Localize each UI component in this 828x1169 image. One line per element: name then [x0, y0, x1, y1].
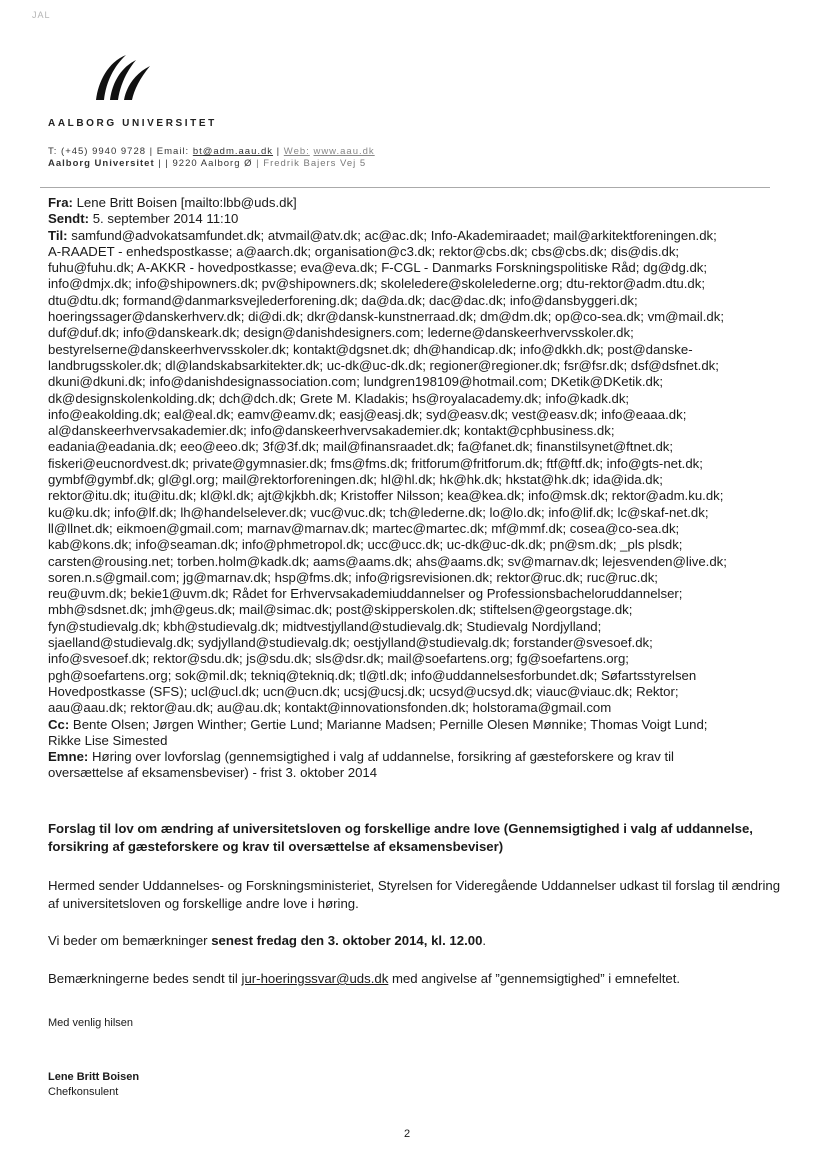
recipients-line: info@dmjx.dk; info@shipowners.dk; pv@shipowners.dk; skoleledere@skolelederne.org; dtu-rektor@adm.dtu.dk;	[48, 276, 706, 292]
recipients-line: fyn@studievalg.dk; kbh@studievalg.dk; midtvestjylland@studievalg.dk; Studievalg Nordjylland;	[48, 618, 602, 634]
university-name: AALBORG UNIVERSITET	[48, 118, 217, 129]
from-line	[48, 195, 778, 211]
postal: 9220 Aalborg Ø	[172, 158, 253, 169]
sent-label: Sendt:	[48, 211, 90, 227]
recipients-line: dk@designskolenkolding.dk; dch@dch.dk; Grete M. Kladakis; hs@royalacademy.dk; info@kadk.dk;	[48, 390, 630, 406]
recipients-line: A-RAADET - enhedspostkasse; a@aarch.dk; organisation@c3.dk; rektor@cbs.dk; cbs@cbs.dk; dis@dis.dk;	[48, 243, 680, 259]
header-divider	[40, 187, 770, 188]
submit-text-end: med angivelse af ”gennemsigtighed” i emnefeltet.	[388, 971, 681, 986]
phone: T: (+45) 9940 9728	[48, 146, 147, 157]
street: Fredrik Bajers Vej 5	[263, 158, 367, 169]
recipients-line: dtu@dtu.dk; formand@danmarksvejlederforening.dk; da@da.dk; dac@dac.dk; info@dansbyggeri.dk;	[48, 292, 638, 308]
recipients-line: ll@llnet.dk; eikmoen@gmail.com; marnav@marnav.dk; martec@martec.dk; mf@mmf.dk; cosea@co-sea.dk;	[48, 520, 680, 536]
subject-line-continued: oversættelse af eksamensbeviser) - frist 3. oktober 2014	[48, 765, 378, 781]
sent-value: 5. september 2014 11:10	[92, 211, 239, 227]
subject-line	[48, 749, 778, 765]
from-label: Fra:	[48, 195, 73, 210]
recipients-line: bestyrelserne@danskeerhvervsskoler.dk; kontakt@dgsnet.dk; dh@handicap.dk; info@dkkh.dk; post@danske-	[48, 341, 693, 357]
contact-line-2: Aalborg Universitet | | 9220 Aalborg Ø | Fredrik Bajers Vej 5	[48, 158, 367, 169]
to-block	[48, 228, 778, 717]
recipients-line: eadania@eadania.dk; eeo@eeo.dk; 3f@3f.dk; mail@finansraadet.dk; fa@fanet.dk; finanstilsynet@ftnet.dk;	[48, 439, 674, 455]
page-number: 2	[404, 1128, 411, 1140]
paragraph-submit	[48, 970, 788, 988]
letter-title: Forslag til lov om ændring af universitetsloven og forskellige andre love (Gennemsigtighed i valg af uddannelse, forsikring af gæsteforskere og krav til oversættelse af eksamensbeviser)	[48, 821, 753, 854]
recipients-line: hoeringssager@danskerhverv.dk; di@di.dk; dkr@dansk-kunstnerraad.dk; dm@dm.dk; op@co-sea.dk; vm@mail.dk;	[48, 309, 724, 325]
subject-label: Emne:	[48, 749, 89, 765]
recipients-line: samfund@advokatsamfundet.dk; atvmail@atv.dk; ac@ac.dk; Info-Akademiraadet; mail@arkitektforeningen.dk;	[71, 227, 717, 243]
recipients-line: reu@uvm.dk; bekie1@uvm.dk; Rådet for Erhvervsakademiuddannelser og Professionsbacheloruddannelser;	[48, 586, 683, 602]
institution: Aalborg Universitet	[48, 158, 155, 169]
closing: Med venlig hilsen	[48, 1017, 133, 1029]
recipients-line: dkuni@dkuni.dk; info@danishdesignassociation.com; lundgren198109@hotmail.com; DKetik@DKetik.dk;	[48, 374, 664, 390]
submit-text: Bemærkningerne bedes sendt til	[48, 971, 242, 986]
recipients-line: rektor@itu.dk; itu@itu.dk; kl@kl.dk; ajt@kjkbh.dk; Kristoffer Nilsson; kea@kea.dk; info@msk.dk; rektor@adm.ku.dk;	[48, 488, 724, 504]
cc-line-continued: Rikke Lise Simested	[48, 732, 168, 748]
recipients-line: soren.n.s@gmail.com; jg@marnav.dk; hsp@fms.dk; info@rigsrevisionen.dk; rektor@ruc.dk; ruc@ruc.dk;	[48, 569, 658, 585]
to-line	[48, 228, 778, 244]
cc-label: Cc:	[48, 716, 70, 732]
recipients-line: sjaelland@studievalg.dk; sydjylland@studievalg.dk; oestjylland@studievalg.dk; forstander@svesoef.dk;	[48, 635, 653, 651]
paragraph-deadline	[48, 932, 788, 950]
web-link[interactable]: www.aau.dk	[313, 146, 375, 157]
aau-logo-icon	[92, 52, 154, 102]
cc-value: Bente Olsen; Jørgen Winther; Gertie Lund; Marianne Madsen; Pernille Olesen Mønnike; Thomas Voigt Lund;	[72, 716, 708, 732]
recipients-line: pgh@soefartens.org; sok@mil.dk; tekniq@tekniq.dk; tl@tl.dk; info@uddannelsesforbundet.dk; Søfartsstyrelsen	[48, 667, 697, 683]
subject-value: Høring over lovforslag (gennemsigtighed i valg af uddannelse, forsikring af gæsteforskere og krav til	[91, 749, 674, 765]
recipients-line: aau@aau.dk; rektor@au.dk; au@au.dk; kontakt@innovationsfonden.dk; holstorama@gmail.com	[48, 700, 612, 716]
recipients-line: al@danskeerhvervsakademier.dk; info@danskeerhvervsakademier.dk; kontakt@cphbusiness.dk;	[48, 423, 615, 439]
recipients-line: carsten@rousing.net; torben.holm@kadk.dk; aams@aams.dk; ahs@aams.dk; sv@marnav.dk; lejesvenden@live.dk;	[48, 553, 727, 569]
to-label: Til:	[48, 227, 68, 243]
deadline-end: .	[482, 933, 487, 948]
email-header	[48, 195, 778, 782]
sent-line	[48, 211, 778, 227]
recipients-line: mbh@sdsnet.dk; jmh@geus.dk; mail@simac.dk; post@skipperskolen.dk; stiftelsen@georgstage.dk;	[48, 602, 633, 618]
deadline-date: senest fredag den 3. oktober 2014, kl. 12.00	[211, 933, 483, 948]
recipients-line: landbrugsskoler.dk; dl@landskabsarkitekter.dk; uc-dk@uc-dk.dk; regioner@regioner.dk; fsr@fsr.dk; dsf@dsfnet.dk;	[48, 357, 719, 373]
signature-title: Chefkonsulent	[48, 1086, 119, 1098]
contact-line-1: T: (+45) 9940 9728 | Email: bt@adm.aau.dk | Web: www.aau.dk	[48, 146, 375, 157]
recipients-line: ku@ku.dk; info@lf.dk; lh@handelselever.dk; vuc@vuc.dk; tch@lederne.dk; lo@lo.dk; info@lif.dk; lc@skaf-net.dk;	[48, 504, 709, 520]
email-label: Email:	[156, 146, 190, 157]
cc-line	[48, 717, 778, 733]
deadline-text: Vi beder om bemærkninger	[48, 933, 212, 948]
scan-mark: JAL	[32, 10, 51, 20]
email-link[interactable]: bt@adm.aau.dk	[192, 146, 274, 157]
recipients-line: fuhu@fuhu.dk; A-AKKR - hovedpostkasse; eva@eva.dk; F-CGL - Danmarks Forskningspolitiske Råd; dg@dg.dk;	[48, 260, 708, 276]
recipients-line: info@eakolding.dk; eal@eal.dk; eamv@eamv.dk; easj@easj.dk; syd@easv.dk; vest@easv.dk; info@eaaa.dk;	[48, 406, 687, 422]
paragraph-intro: Hermed sender Uddannelses- og Forskningsministeriet, Styrelsen for Videregående Uddannelser udkast til forslag til ændring af universitetsloven og forskellige andre love i høring.	[48, 878, 781, 911]
recipients-line: info@svesoef.dk; rektor@sdu.dk; js@sdu.dk; sls@dsr.dk; mail@soefartens.org; fg@soefartens.org;	[48, 651, 629, 667]
submit-email-link[interactable]: jur-hoeringssvar@uds.dk	[241, 971, 389, 986]
recipients-line: gymbf@gymbf.dk; gl@gl.org; mail@rektorforeningen.dk; hl@hl.dk; hk@hk.dk; hkstat@hk.dk; ida@ida.dk;	[48, 472, 663, 488]
from-value: Lene Britt Boisen [mailto:lbb@uds.dk]	[76, 195, 297, 210]
signature-name: Lene Britt Boisen	[48, 1071, 140, 1083]
recipients-line: duf@duf.dk; info@danskeark.dk; design@danishdesigners.com; lederne@danskeerhvervsskoler.dk;	[48, 325, 634, 341]
recipients-line: kab@kons.dk; info@seaman.dk; info@phmetropol.dk; ucc@ucc.dk; uc-dk@uc-dk.dk; pn@sm.dk; _pls plsdk;	[48, 537, 683, 553]
web-label: Web:	[283, 146, 310, 157]
recipients-line: fiskeri@eucnordvest.dk; private@gymnasier.dk; fms@fms.dk; fritforum@fritforum.dk; ftf@ftf.dk; info@gts-net.dk;	[48, 455, 703, 471]
recipients-line: Hovedpostkasse (SFS); ucl@ucl.dk; ucn@ucn.dk; ucsj@ucsj.dk; ucsyd@ucsyd.dk; viauc@viauc.dk; Rektor;	[48, 683, 679, 699]
